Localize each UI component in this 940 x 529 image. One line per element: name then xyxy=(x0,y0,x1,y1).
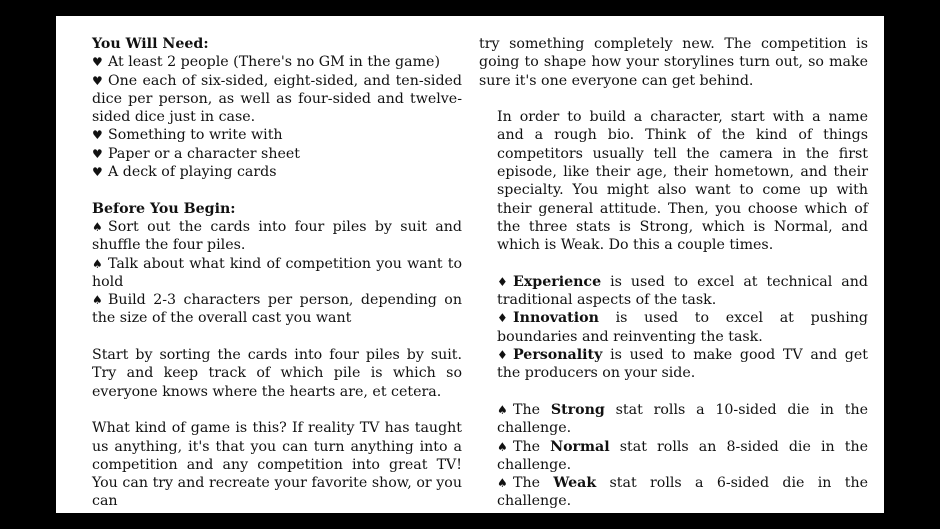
stat-desc: is used to excel at technical and traditional aspects of the task. xyxy=(497,273,868,309)
stat-name: Experience xyxy=(513,273,602,290)
need-item xyxy=(74,126,462,144)
need-item-text: At least 2 people (There's no GM in the game) xyxy=(108,54,440,71)
spade-icon: ♠ xyxy=(497,439,508,454)
dice-post: stat rolls a 6-sided die in the challenge. xyxy=(497,475,868,510)
left-column xyxy=(74,35,462,511)
competition-paragraph: try something completely new. The competition is going to shape how your storylines turn out, so make sure it's one everyone can get behind. xyxy=(479,36,868,89)
diamond-icon: ♦ xyxy=(497,311,508,326)
stat-item xyxy=(479,346,868,383)
you-will-need-heading: You Will Need: xyxy=(92,36,209,52)
dice-post: stat rolls an 8-sided die in the challenge. xyxy=(497,438,868,473)
dice-item xyxy=(479,401,868,438)
diamond-icon: ♦ xyxy=(497,274,508,289)
stat-name: Innovation xyxy=(513,310,599,327)
game-intro-paragraph: What kind of game is this? If reality TV has taught us anything, it's that you can turn anything into a competition and any competition into great TV! You can try and recreate your favorite show, or you can xyxy=(92,420,462,510)
begin-item xyxy=(74,218,462,255)
heart-icon: ♥ xyxy=(92,73,103,88)
stat-desc: is used to make good TV and get the producers on your side. xyxy=(497,347,868,382)
rulebook-page xyxy=(56,16,884,513)
diamond-icon: ♦ xyxy=(497,348,508,363)
need-item xyxy=(74,145,462,163)
need-item xyxy=(74,53,462,71)
dice-post: stat rolls a 10-sided die in the challenge. xyxy=(497,401,868,437)
need-item-text: A deck of playing cards xyxy=(108,164,277,181)
dice-pre: The xyxy=(513,475,554,492)
heart-icon: ♥ xyxy=(92,165,103,180)
need-item-text: Paper or a character sheet xyxy=(108,145,300,162)
dice-pre: The xyxy=(513,438,551,455)
begin-item-text: Talk about what kind of competition you want to hold xyxy=(92,255,462,290)
need-item-text: One each of six-sided, eight-sided, and ten-sided dice per person, as well as four-sided and twelve-sided dice just in case. xyxy=(92,72,462,126)
stat-item xyxy=(479,309,868,346)
begin-item-text: Sort out the cards into four piles by suit and shuffle the four piles. xyxy=(92,218,462,254)
begin-item-text: Build 2-3 characters per person, depending on the size of the overall cast you want xyxy=(92,292,462,327)
spade-icon: ♠ xyxy=(92,293,103,308)
stat-name: Normal xyxy=(550,438,610,455)
stat-desc: is used to excel at pushing boundaries and reinventing the task. xyxy=(497,310,868,345)
dice-pre: The xyxy=(513,401,551,418)
begin-item xyxy=(74,255,462,292)
right-column xyxy=(479,35,868,511)
character-paragraph: In order to build a character, start with a name and a rough bio. Think of the kind of things competitors usually tell the camera in the first episode, like their age, their hometown, and their specialty. You might also want to come up with their general attitude. Then, you choose which of the three stats is Strong, which is Normal, and which is Weak. Do this a couple times. xyxy=(497,109,868,254)
heart-icon: ♥ xyxy=(92,128,103,143)
spade-icon: ♠ xyxy=(497,402,508,417)
stat-name: Weak xyxy=(553,475,597,492)
spade-icon: ♠ xyxy=(92,256,103,271)
spade-icon: ♠ xyxy=(497,476,508,491)
stat-name: Strong xyxy=(550,401,605,418)
spade-icon: ♠ xyxy=(92,219,103,234)
begin-item xyxy=(74,291,462,328)
stat-name: Personality xyxy=(513,347,603,364)
sorting-paragraph: Start by sorting the cards into four piles by suit. Try and keep track of which pile is which so everyone knows where the hearts are, et cetera. xyxy=(92,347,462,400)
heart-icon: ♥ xyxy=(92,146,103,161)
need-item xyxy=(74,72,462,127)
dice-item xyxy=(479,438,868,475)
need-item-text: Something to write with xyxy=(108,127,283,144)
need-item xyxy=(74,163,462,181)
heart-icon: ♥ xyxy=(92,55,103,70)
stat-item xyxy=(479,273,868,310)
before-you-begin-heading: Before You Begin: xyxy=(92,200,236,217)
dice-item xyxy=(479,474,868,511)
